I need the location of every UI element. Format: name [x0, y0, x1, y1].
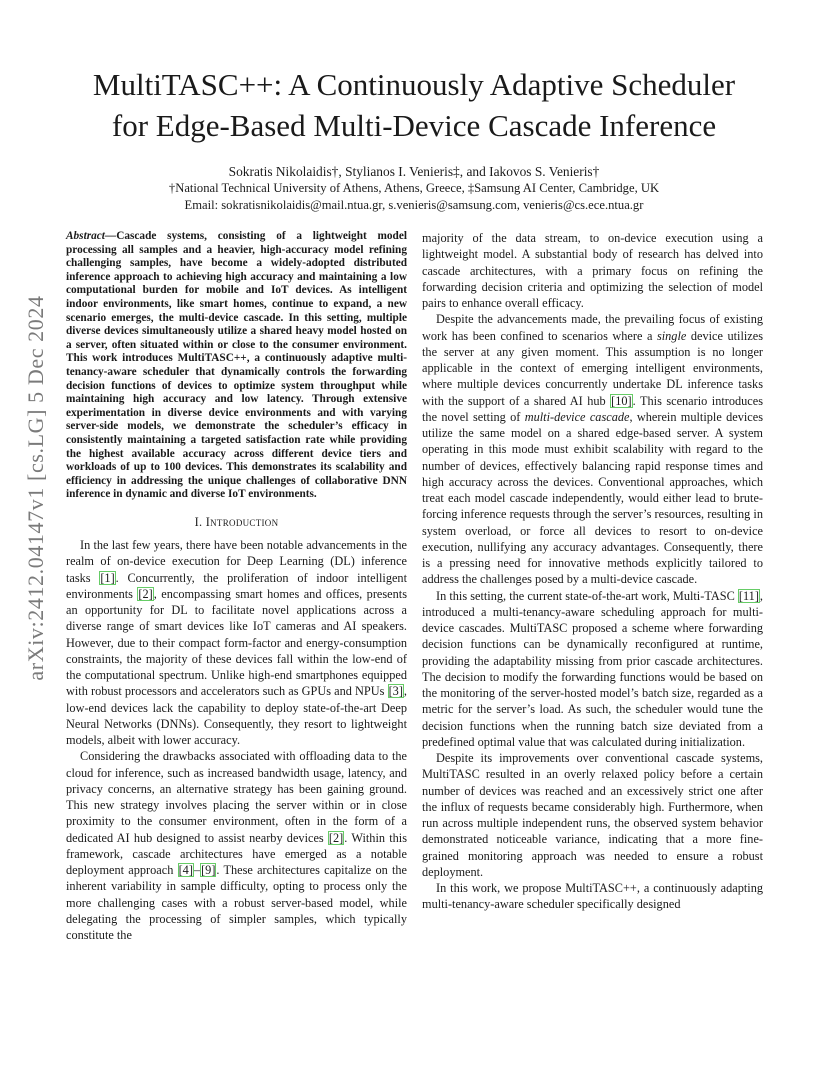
text-run: In this setting, the current state-of-the-art work, Multi-TASC — [436, 588, 738, 603]
paragraph — [422, 588, 763, 751]
paragraph — [66, 537, 407, 748]
text-run: , low-end devices lack the capability to deploy state-of-the-art Deep Neural Networks (DNNs). Consequently, they resort to lightweight models, albeit with lower accuracy. — [66, 684, 407, 748]
text-run: . These architectures capitalize on the inherent variability in sample difficulty, opting to process only the more challenging cases with a robust server-based model, while delegating the processing of simpler samples, which typically constitute the — [66, 863, 407, 943]
citation-link[interactable]: [2] — [138, 586, 153, 601]
paragraph — [422, 880, 763, 913]
title-line-1: MultiTASC++: A Continuously Adaptive Scheduler — [92, 67, 736, 102]
affiliations: †National Technical University of Athens, Athens, Greece, ‡Samsung AI Center, Cambridge, UK — [168, 181, 660, 195]
text-run: Despite the advancements made, the prevailing focus of existing work has been confined to scenarios where a — [422, 312, 763, 343]
text-run: In this work, we propose MultiTASC++, a continuously adapting multi-tenancy-aware scheduler specifically designed — [422, 881, 763, 912]
citation-link[interactable]: [10] — [611, 393, 632, 408]
paragraph — [422, 750, 763, 880]
abstract-label: Abstract— — [66, 230, 117, 242]
text-run: , encompassing smart homes and offices, presents an opportunity for DL to facilitate novel applications across a diverse range of smart devices like IoT cameras and AI speakers. However, due to their compact form-factor and energy-consumption constraints, the majority of these devices fall within the low-end of the computational spectrum. Unlike high-end smartphones equipped with robust processors and accelerators such as GPUs and NPUs — [66, 586, 407, 699]
right-column — [422, 230, 763, 913]
text-run: majority of the data stream, to on-device execution using a lightweight model. A substantial body of research has delved into cascade architectures, with a primary focus on refining the forwarding decision criteria and optimizing the selection of model pairs to enhance overall efficacy. — [422, 231, 763, 310]
citation-link[interactable]: [3] — [388, 684, 403, 699]
text-run: In the last few years, there have been notable advancements in the realm of on-device execution for Deep Learning (DL) inference tasks — [66, 538, 407, 585]
citation-link[interactable]: [9] — [201, 863, 216, 878]
text-run: Considering the drawbacks associated with offloading data to the cloud for inference, such as increased bandwidth usage, latency, and privacy concerns, an alternative strategy has been gaining ground. This new strategy involves placing the server within or in close proximity to the consumer environment, often in the form of a dedicated AI hub designed to assist nearby devices — [66, 749, 407, 845]
text-run: . Concurrently, the proliferation of indoor intelligent environments — [66, 570, 407, 601]
abstract — [66, 230, 407, 502]
citation-link[interactable]: [4] — [178, 863, 193, 878]
left-column — [66, 230, 407, 943]
paragraph — [422, 311, 763, 587]
emphasis: multi-device cascade — [524, 409, 630, 424]
text-run: – — [193, 863, 201, 878]
paragraph — [66, 748, 407, 943]
title-line-2: for Edge-Based Multi-Device Cascade Inference — [111, 108, 717, 143]
arxiv-identifier — [19, 292, 53, 684]
citation-link[interactable]: [2] — [328, 830, 344, 845]
author-emails: Email: sokratisnikolaidis@mail.ntua.gr, s.venieris@samsung.com, venieris@cs.ece.ntua.gr — [184, 198, 644, 212]
text-run: , introduced a multi-tenancy-aware scheduling approach for multi-device cascades. MultiTASC proposed a scheme where forwarding decision functions can be dynamically reconfigured at runtime, providing the adaptability missing from prior cascade architectures. The decision to modify the forwarding functions would be based on the monitoring of the server-hosted model’s batch size, regarded as a metric for the server’s load. As such, the scheduler would tune the decision functions when the running batch size deviated from a predefined optimal value that was calculated during initialization. — [422, 588, 763, 749]
text-run: Despite its improvements over conventional cascade systems, MultiTASC resulted in an overly relaxed policy before a certain number of devices was reached and an excessively strict one after the influx of requests became considerably high. Furthermore, when run across multiple independent runs, the observed system behavior demonstrated noticeable variance, indicating that a more fine-grained monitoring approach was needed to ensure a robust deployment. — [422, 751, 763, 879]
text-run: device utilizes the server at any given moment. This assumption is no longer applicable in the context of emerging intelligent environments, where multiple devices concurrently undertake DL inference tasks with the support of a shared AI hub — [422, 328, 763, 408]
text-run: , wherein multiple devices utilize the same model on a shared edge-based server. A system operating in this mode must exhibit scalability with regard to the number of devices, effectively balancing rapid response times and high accuracy across the devices. Conventional approaches, which treat each model cascade independently, would either lead to brute-forcing inference requests through the server’s resources, resulting in system overload, or force all devices to resort to on-device execution, nullifying any accuracy advantages. Consequently, there is a pressing need for innovative methods explicitly tailored to address the challenges posed by a multi-device cascade. — [422, 409, 763, 587]
text-run: . Within this framework, cascade architectures have emerged as a notable deployment approach — [66, 830, 407, 878]
citation-link[interactable]: [1] — [100, 570, 115, 585]
section-heading-introduction: I. Introduction — [194, 514, 279, 529]
citation-link[interactable]: [11] — [738, 588, 759, 603]
text-run: . This scenario introduces the novel setting of — [422, 393, 763, 424]
paragraph — [422, 230, 763, 311]
author-list: Sokratis Nikolaidis†, Stylianos I. Venieris‡, and Iakovos S. Venieris† — [228, 164, 600, 179]
arxiv-identifier-text: arXiv:2412.04147v1 [cs.LG] 5 Dec 2024 — [23, 295, 48, 681]
paper-title — [50, 64, 778, 146]
emphasis: single — [656, 328, 687, 343]
abstract-text: Cascade systems, consisting of a lightweight model processing all samples and a heavier, high-accuracy model refining challenging samples, have become a widely-adopted distributed inference approach to achieving high accuracy and maintaining a low computational burden for mobile and IoT devices. As intelligent indoor environments, like smart homes, continue to expand, a new scenario emerges, the multi-device cascade. In this setting, multiple diverse devices simultaneously utilize a shared heavy model hosted on a server, often situated within or close to the consumer environment. This work introduces MultiTASC++, a continuously adaptive multi-tenancy-aware scheduler that dynamically controls the forwarding decision functions of devices to optimize system throughput while maintaining high accuracy and low latency. Through extensive experimentation in diverse device environments and with varying server-side models, we demonstrate the scheduler’s efficacy in consistently maintaining a targeted satisfaction rate while providing the highest available accuracy across different device tiers and workloads of up to 100 devices. This demonstrates its scalability and efficiency in addressing the unique challenges of collaborative DNN inference in dynamic and diverse IoT environments. — [66, 230, 407, 501]
